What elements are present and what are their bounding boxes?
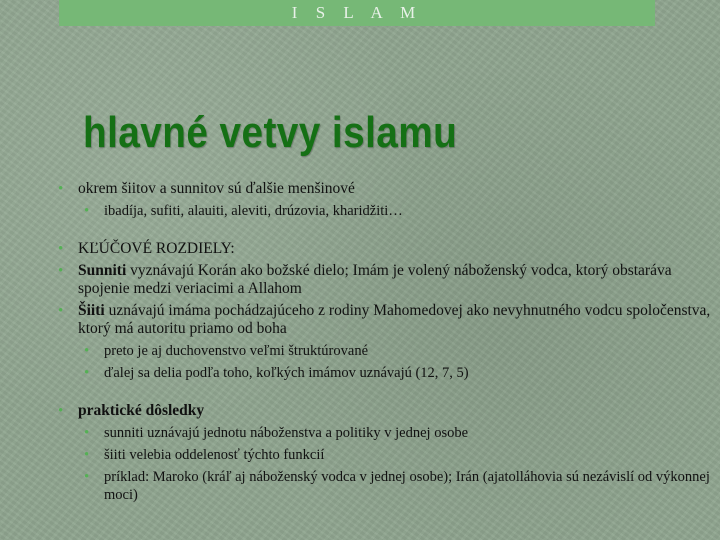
slide-title: hlavné vetvy islamu xyxy=(83,108,458,157)
bullet-keyword: Šiiti xyxy=(78,302,105,319)
bullet-item xyxy=(56,180,720,198)
sub-bullet-item xyxy=(56,342,720,360)
bullet-icon: • xyxy=(58,241,64,257)
sub-bullet-item xyxy=(56,364,720,382)
bullet-text: uznávajú imáma pochádzajúceho z rodiny Mahomedovej ako nevyhnutného vodcu spoločenstva, ktorý má autoritu priamo od boha xyxy=(78,302,711,337)
bullet-icon: • xyxy=(58,403,64,419)
bullet-list xyxy=(56,180,720,504)
bullet-icon: • xyxy=(58,303,64,319)
bullet-icon: • xyxy=(84,343,90,359)
sub-bullet-item xyxy=(56,468,720,504)
sub-bullet-item xyxy=(56,202,720,220)
bullet-item xyxy=(56,262,720,298)
sub-bullet-item xyxy=(56,424,720,442)
bullet-text: okrem šiitov a sunnitov sú ďalšie menšinové xyxy=(78,180,355,197)
bullet-text: vyznávajú Korán ako božské dielo; Imám je volený náboženský vodca, ktorý obstaráva spojenie medzi veriacimi a Allahom xyxy=(78,262,672,297)
bullet-icon: • xyxy=(84,469,90,485)
bullet-text: preto je aj duchovenstvo veľmi štruktúrované xyxy=(104,343,369,359)
bullet-text: KĽÚČOVÉ ROZDIELY: xyxy=(78,240,235,257)
bullet-icon: • xyxy=(58,181,64,197)
bullet-text: ďalej sa delia podľa toho, koľkých imámov uznávajú (12, 7, 5) xyxy=(104,365,469,381)
bullet-item xyxy=(56,302,720,338)
bullet-icon: • xyxy=(84,365,90,381)
bullet-text: šiiti velebia oddelenosť týchto funkcií xyxy=(104,447,325,463)
bullet-text: príklad: Maroko (kráľ aj náboženský vodca v jednej osobe); Irán (ajatolláhovia sú nezávislí od výkonnej moci) xyxy=(104,469,710,503)
bullet-text: ibadíja, sufiti, alauiti, aleviti, drúzovia, kharidžiti… xyxy=(104,203,403,219)
bullet-text: sunniti uznávajú jednotu náboženstva a politiky v jednej osobe xyxy=(104,425,469,441)
header-bar xyxy=(59,0,655,26)
bullet-icon: • xyxy=(84,447,90,463)
header-label: I S L A M xyxy=(291,3,423,22)
bullet-text: praktické dôsledky xyxy=(78,402,205,419)
bullet-item xyxy=(56,240,720,258)
bullet-keyword: Sunniti xyxy=(78,262,127,279)
bullet-icon: • xyxy=(84,425,90,441)
bullet-icon: • xyxy=(58,263,64,279)
bullet-icon: • xyxy=(84,203,90,219)
bullet-item xyxy=(56,402,720,420)
sub-bullet-item xyxy=(56,446,720,464)
